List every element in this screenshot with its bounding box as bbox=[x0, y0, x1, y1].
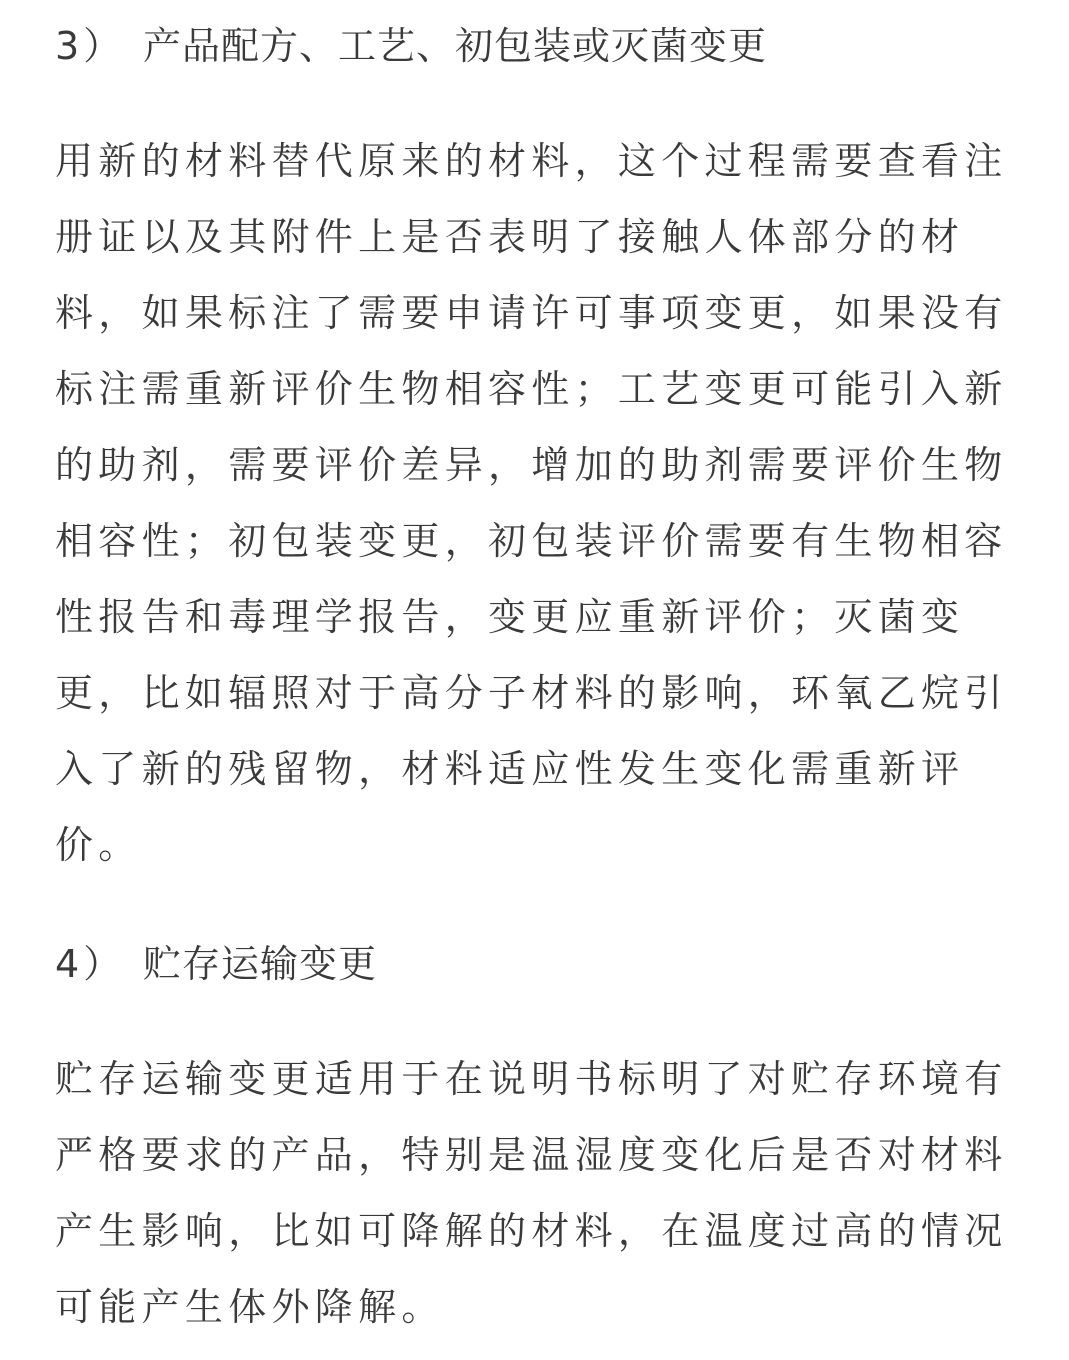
paragraph-line: 更，比如辐照对于高分子材料的影响，环氧乙烷引 bbox=[55, 671, 1008, 715]
paragraph-line: 性报告和毒理学报告，变更应重新评价；灭菌变 bbox=[55, 595, 965, 639]
paragraph-line: 料，如果标注了需要申请许可事项变更，如果没有 bbox=[55, 291, 1008, 335]
section-4-heading bbox=[55, 938, 377, 990]
section-3-number: 3） bbox=[55, 24, 126, 68]
paragraph-line: 贮存运输变更适用于在说明书标明了对贮存环境有 bbox=[55, 1057, 1008, 1101]
paragraph-line: 可能产生体外降解。 bbox=[55, 1285, 445, 1329]
section-3-paragraph bbox=[55, 123, 1015, 883]
paragraph-line: 价。 bbox=[55, 823, 142, 867]
paragraph-line: 相容性；初包装变更，初包装评价需要有生物相容 bbox=[55, 519, 1008, 563]
paragraph-line: 册证以及其附件上是否表明了接触人体部分的材 bbox=[55, 215, 965, 259]
paragraph-line: 入了新的残留物，材料适应性发生变化需重新评 bbox=[55, 747, 965, 791]
paragraph-line: 标注需重新评价生物相容性；工艺变更可能引入新 bbox=[55, 367, 1008, 411]
paragraph-line: 用新的材料替代原来的材料，这个过程需要查看注 bbox=[55, 139, 1008, 183]
paragraph-line: 严格要求的产品，特别是温湿度变化后是否对材料 bbox=[55, 1133, 1008, 1177]
section-4-number: 4） bbox=[55, 942, 126, 986]
section-3-heading bbox=[55, 20, 767, 72]
section-4-paragraph bbox=[55, 1041, 1015, 1345]
section-3-title: 产品配方、工艺、初包装或灭菌变更 bbox=[143, 24, 768, 68]
paragraph-line: 产生影响，比如可降解的材料，在温度过高的情况 bbox=[55, 1209, 1008, 1253]
section-4-title: 贮存运输变更 bbox=[143, 942, 378, 986]
paragraph-line: 的助剂，需要评价差异，增加的助剂需要评价生物 bbox=[55, 443, 1008, 487]
